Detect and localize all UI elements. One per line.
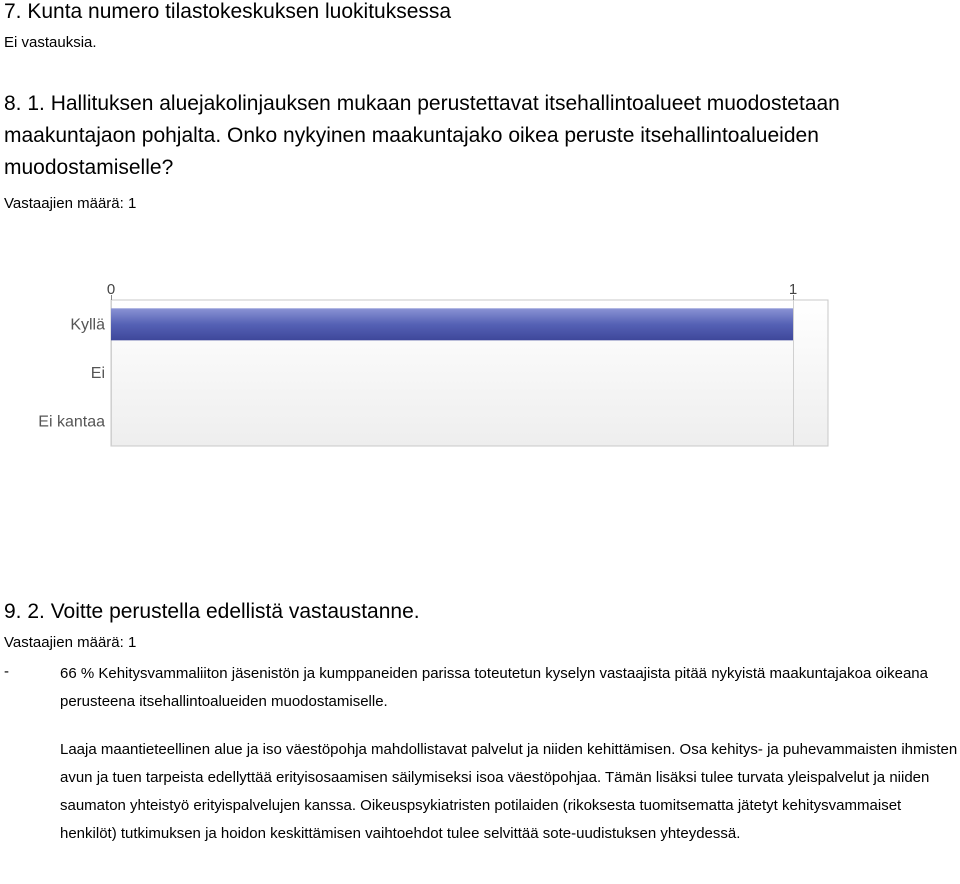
category-label-1: Ei bbox=[90, 365, 105, 382]
x-tick-label-1: 1 bbox=[788, 281, 798, 298]
question-9-respondent-count: Vastaajien määrä: 1 bbox=[4, 634, 137, 651]
answer-paragraph-1: 66 % Kehitysvammaliiton jäsenistön ja kumppaneiden parissa toteutetun kyselyn vastaajista pitää nykyistä maakuntajakoa oikeana perusteena itsehallintoalueiden muodostamiselle. bbox=[60, 665, 928, 710]
question-8-respondent-count: Vastaajien määrä: 1 bbox=[4, 195, 137, 212]
answer-paragraph-2: Laaja maantieteellinen alue ja iso väestöpohja mahdollistavat palvelut ja niiden kehittämisen. Osa kehitys- ja puhevammaisten ihmisten avun ja tuen tarpeista edellyttää erityisosaamisen säilymiseksi isoa väestöpohjaa. Tämän lisäksi tulee turvata yleispalvelut ja niiden saumaton yhteistyö erityispalvelujen kanssa. Oikeuspsykiatristen potilaiden (rikoksesta tuomitsematta jätetyt kehitysvammaiset henkilöt) tutkimuksen ja hoidon keskittämisen vaihtoehdot tulee selvittää sote-uudistuksen yhteydessä. bbox=[60, 741, 958, 842]
question-7-status: Ei vastauksia. bbox=[4, 34, 97, 51]
question-7-title: 7. Kunta numero tilastokeskuksen luokituksessa bbox=[4, 0, 452, 23]
question-8-title: 8. 1. Hallituksen aluejakolinjauksen mukaan perustettavat itsehallintoalueet muodostetaan maakuntajaon pohjalta. Onko nykyinen maakuntajako oikea peruste itsehallintoalueiden muodostamiselle? bbox=[4, 92, 840, 179]
category-label-2: Ei kantaa bbox=[38, 413, 105, 431]
x-tick-label-0: 0 bbox=[106, 281, 116, 298]
category-label-0: Kyllä bbox=[70, 316, 105, 334]
bar-kyllä bbox=[111, 308, 793, 340]
question-9-title: 9. 2. Voitte perustella edellistä vastaustanne. bbox=[4, 600, 420, 623]
answer-dash: - bbox=[4, 663, 9, 680]
bar-chart bbox=[0, 268, 960, 458]
